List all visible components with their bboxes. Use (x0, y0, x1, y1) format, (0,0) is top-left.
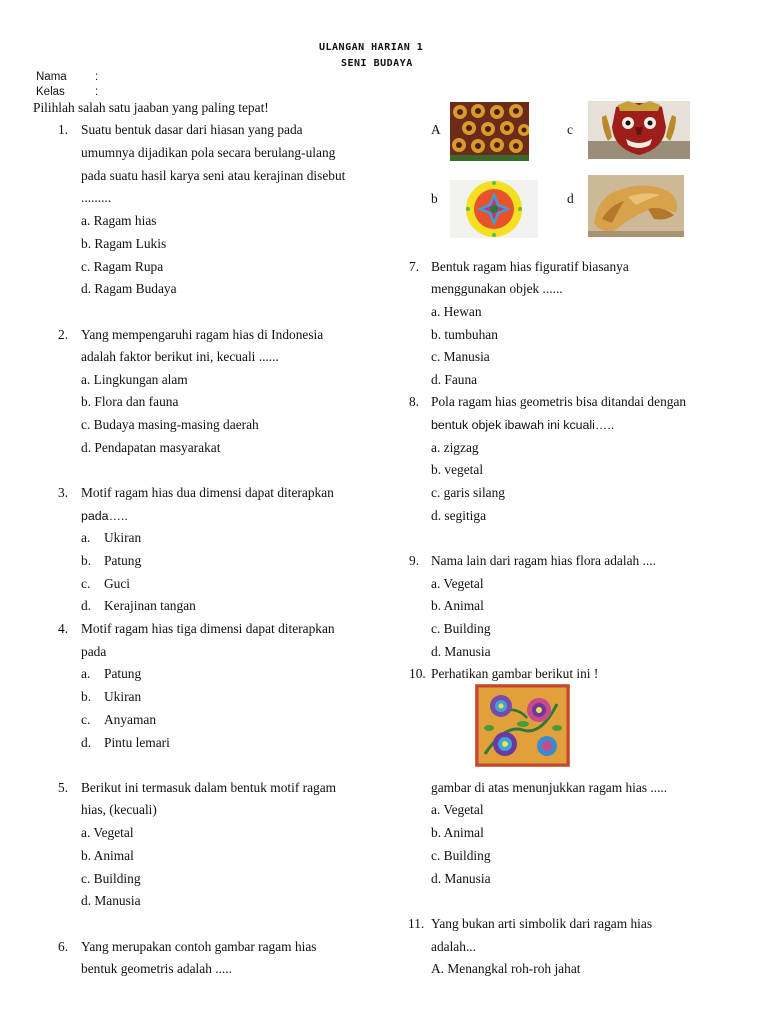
question-text: Motif ragam hias dua dimensi dapat diterapkan (81, 485, 334, 500)
question-text: Perhatikan gambar berikut ini ! (431, 666, 599, 681)
worksheet-title: ULANGAN HARIAN 1 (319, 42, 424, 53)
option-a-letter: a. (81, 530, 91, 545)
option-d: d. Manusia (81, 893, 141, 908)
question-text: pada….. (81, 509, 128, 523)
option-a: a. Ragam hias (81, 213, 157, 228)
option-d: Pintu lemari (104, 735, 170, 750)
kelas-label: Kelas (36, 86, 65, 98)
option-b: b. Animal (431, 825, 484, 840)
question-number: 9. (409, 553, 420, 568)
image-option-A-label: A (431, 122, 441, 137)
question-text: hias, (kecuali) (81, 802, 157, 817)
option-a: A. Menangkal roh-roh jahat (431, 961, 581, 976)
question-number: 6. (58, 939, 69, 954)
question-text: Suatu bentuk dasar dari hiasan yang pada (81, 122, 303, 137)
option-b: b. Flora dan fauna (81, 394, 179, 409)
nama-colon: : (95, 71, 99, 83)
image-option-b-label: b (431, 191, 438, 206)
option-d: d. Fauna (431, 372, 478, 387)
option-c: c. Building (81, 871, 141, 886)
option-d: Kerajinan tangan (104, 598, 196, 613)
question-text: ......... (81, 190, 112, 205)
question-number: 8. (409, 394, 420, 409)
question-number: 4. (58, 621, 69, 636)
question-text: gambar di atas menunjukkan ragam hias ..... (431, 780, 668, 795)
option-c: c. Manusia (431, 349, 490, 364)
nama-label: Nama (36, 71, 67, 83)
option-b-letter: b. (81, 689, 92, 704)
sunflower-pattern-image (450, 102, 529, 161)
option-a-letter: a. (81, 666, 91, 681)
question-number: 11. (408, 916, 425, 931)
option-c: c. Ragam Rupa (81, 259, 164, 274)
option-c: c. garis silang (431, 485, 506, 500)
option-c: Guci (104, 576, 131, 591)
option-a: Patung (104, 666, 142, 681)
question-text: Yang merupakan contoh gambar ragam hias (81, 939, 317, 954)
option-a: a. Vegetal (431, 802, 484, 817)
instruction: Pilihlah salah satu jaaban yang paling tepat! (33, 100, 269, 115)
option-b: b. vegetal (431, 462, 484, 477)
image-option-d-label: d (567, 191, 574, 206)
option-b: b. Animal (81, 848, 134, 863)
question-text: Motif ragam hias tiga dimensi dapat diterapkan (81, 621, 335, 636)
question-text: Berikut ini termasuk dalam bentuk motif ragam (81, 780, 337, 795)
question-text: Yang bukan arti simbolik dari ragam hias (431, 916, 653, 931)
question-text: Nama lain dari ragam hias flora adalah .... (431, 553, 656, 568)
geometric-mandala-image (450, 180, 538, 238)
kelas-colon: : (95, 86, 99, 98)
option-a: a. Vegetal (431, 576, 484, 591)
question-number: 10. (409, 666, 426, 681)
question-number: 7. (409, 259, 420, 274)
option-c: Anyaman (104, 712, 157, 727)
mask-carving-image (588, 101, 690, 159)
image-option-c-label: c (567, 122, 573, 137)
question-number: 2. (58, 327, 69, 342)
question-text: pada (81, 644, 107, 659)
option-b: Patung (104, 553, 142, 568)
option-a: Ukiran (104, 530, 142, 545)
question-number: 1. (58, 122, 69, 137)
question-number: 3. (58, 485, 69, 500)
question-text: adalah faktor berikut ini, kecuali ...... (81, 349, 279, 364)
option-a: a. Vegetal (81, 825, 134, 840)
question-text: bentuk objek ibawah ini kcuali….. (431, 418, 615, 432)
option-d: d. Manusia (431, 644, 491, 659)
question-text: pada suatu hasil karya seni atau kerajinan disebut (81, 168, 346, 183)
question-number: 5. (58, 780, 69, 795)
option-b: Ukiran (104, 689, 142, 704)
option-c-letter: c. (81, 576, 91, 591)
option-d: d. Manusia (431, 871, 491, 886)
option-b: b. tumbuhan (431, 327, 498, 342)
option-d-letter: d. (81, 735, 92, 750)
option-d-letter: d. (81, 598, 92, 613)
question-text: adalah... (431, 939, 476, 954)
question-text: Yang mempengaruhi ragam hias di Indonesia (81, 327, 324, 342)
option-d: d. Pendapatan masyarakat (81, 440, 221, 455)
option-b-letter: b. (81, 553, 92, 568)
floral-ornament-image (475, 684, 570, 767)
worksheet-subtitle: SENI BUDAYA (341, 58, 413, 69)
option-d: d. Ragam Budaya (81, 281, 177, 296)
question-text: Pola ragam hias geometris bisa ditandai dengan (431, 394, 687, 409)
option-a: a. zigzag (431, 440, 479, 455)
question-text: Bentuk ragam hias figuratif biasanya (431, 259, 629, 274)
option-c: c. Building (431, 848, 491, 863)
option-b: b. Ragam Lukis (81, 236, 167, 251)
option-c: c. Building (431, 621, 491, 636)
option-c: c. Budaya masing-masing daerah (81, 417, 259, 432)
option-c-letter: c. (81, 712, 91, 727)
option-a: a. Lingkungan alam (81, 372, 188, 387)
question-text: umumnya dijadikan pola secara berulang-ulang (81, 145, 336, 160)
animal-carving-image (588, 175, 684, 237)
question-text: menggunakan objek ...... (431, 281, 563, 296)
option-a: a. Hewan (431, 304, 482, 319)
question-text: bentuk geometris adalah ..... (81, 961, 232, 976)
option-b: b. Animal (431, 598, 484, 613)
option-d: d. segitiga (431, 508, 487, 523)
